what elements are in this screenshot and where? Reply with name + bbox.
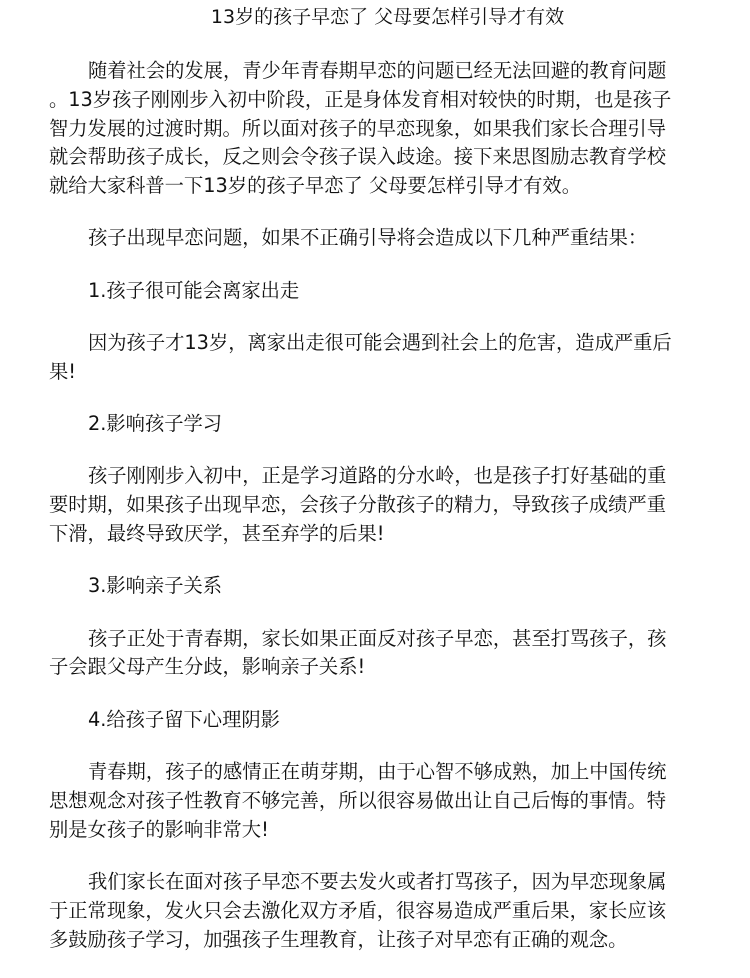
- heading-line: 1.孩子很可能会离家出走: [88, 278, 300, 302]
- text-line: 孩子正处于青春期，家长如果正面反对孩子早恋，甚至打骂孩子，孩: [88, 626, 667, 650]
- text-line: 于正常现象，发火只会去激化双方矛盾，很容易造成严重后果，家长应该: [49, 898, 666, 922]
- heading-line: 2.影响孩子学习: [88, 412, 223, 436]
- article-title: 13岁的孩子早恋了 父母要怎样引导才有效: [210, 6, 565, 28]
- heading-line: 4.给孩子留下心理阴影: [88, 707, 280, 731]
- text-line: 要时期，如果孩子出现早恋，会孩子分散孩子的精力，导致孩子成绩严重: [49, 493, 666, 517]
- heading-line: 3.影响亲子关系: [88, 574, 223, 598]
- text-line: 多鼓励孩子学习，加强孩子生理教育，让孩子对早恋有正确的观念。: [49, 927, 628, 951]
- article-body: [49, 57, 699, 978]
- section-paragraph-4: [49, 758, 699, 844]
- text-line: 青春期，孩子的感情正在萌芽期，由于心智不够成熟，加上中国传统: [88, 760, 667, 784]
- text-line: 智力发展的过渡时期。所以面对孩子的早恋现象，如果我们家长合理引导: [49, 116, 666, 140]
- text-line: 子会跟父母产生分歧，影响亲子关系!: [49, 655, 366, 679]
- text-line: 就给大家科普一下13岁的孩子早恋了 父母要怎样引导才有效。: [49, 174, 581, 198]
- section-heading-4: [49, 706, 699, 735]
- text-line: 孩子出现早恋问题，如果不正确引导将会造成以下几种严重结果：: [88, 226, 648, 250]
- section-paragraph-3: [49, 625, 699, 683]
- text-line: 因为孩子才13岁，离家出走很可能会遇到社会上的危害，造成严重后: [88, 331, 672, 355]
- section-heading-3: [49, 572, 699, 601]
- conclusion-paragraph: [49, 868, 699, 954]
- text-line: 下滑，最终导致厌学，甚至弃学的后果!: [49, 522, 385, 546]
- section-paragraph-1: [49, 329, 699, 387]
- text-line: 就会帮助孩子成长，反之则会令孩子误入歧途。接下来思图励志教育学校: [49, 145, 666, 169]
- section-heading-1: [49, 277, 699, 306]
- text-line: 孩子刚刚步入初中，正是学习道路的分水岭，也是孩子打好基础的重: [88, 464, 667, 488]
- consequences-intro-paragraph: [49, 224, 699, 253]
- text-line: 果!: [49, 359, 77, 383]
- text-line: 别是女孩子的影响非常大!: [49, 817, 269, 841]
- text-line: 随着社会的发展，青少年青春期早恋的问题已经无法回避的教育问题: [88, 59, 667, 82]
- section-paragraph-2: [49, 462, 699, 548]
- section-heading-2: [49, 410, 699, 439]
- text-line: 我们家长在面对孩子早恋不要去发火或者打骂孩子，因为早恋现象属: [88, 869, 667, 893]
- text-line: 。13岁孩子刚刚步入初中阶段，正是身体发育相对较快的时期，也是孩子: [49, 87, 672, 111]
- text-line: 思想观念对孩子性教育不够完善，所以很容易做出让自己后悔的事情。特: [49, 788, 666, 812]
- intro-paragraph: [49, 57, 699, 201]
